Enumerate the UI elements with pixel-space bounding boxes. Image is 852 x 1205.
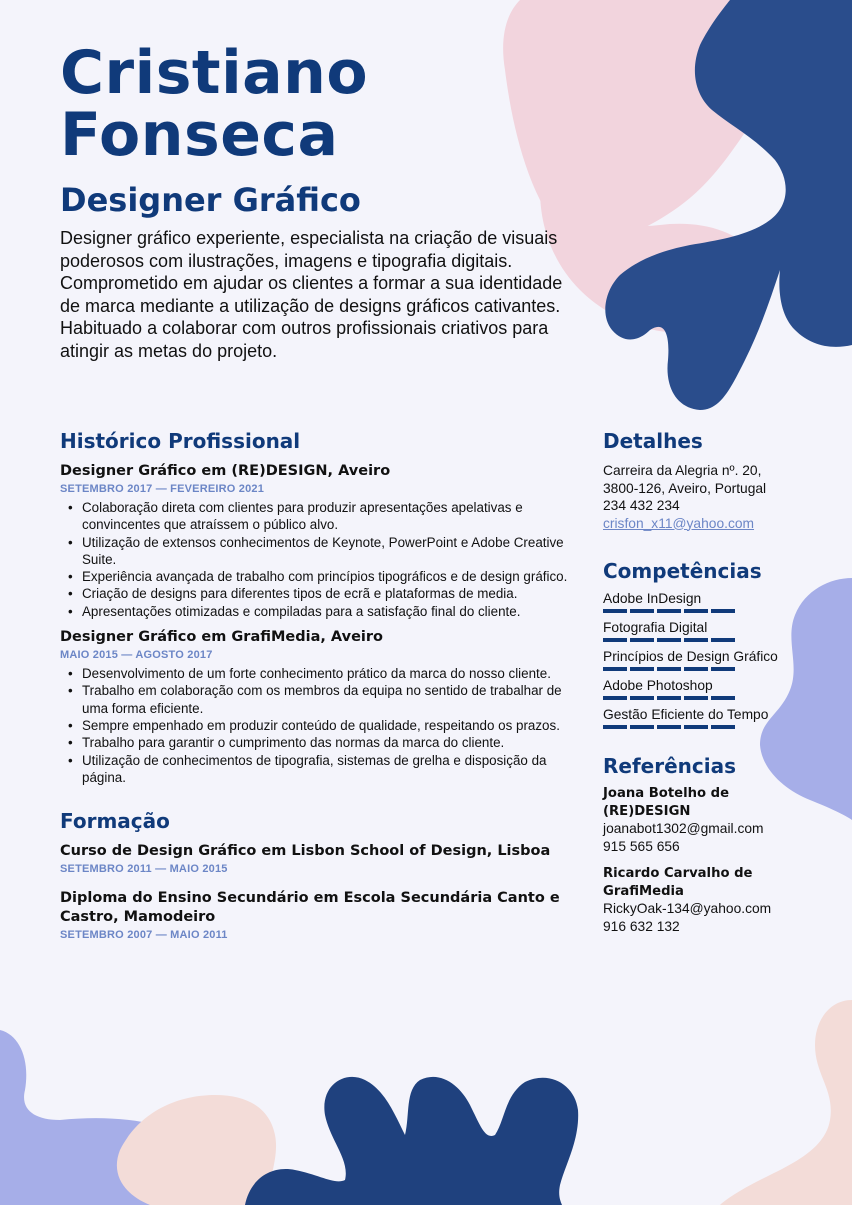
name-first: Cristiano bbox=[60, 38, 369, 108]
job-entry bbox=[60, 628, 580, 786]
bullet-item: • Utilização de conhecimentos de tipografia, sistemas de grelha e disposição da página. bbox=[82, 752, 580, 787]
skill-item bbox=[603, 619, 803, 642]
education-dates: SETEMBRO 2007 — MAIO 2011 bbox=[60, 929, 228, 942]
bullet-item: • Trabalho para garantir o cumprimento das normas da marca do cliente. bbox=[82, 734, 580, 751]
reference-email: RickyOak-134@yahoo.com bbox=[603, 901, 772, 916]
skill-name: Adobe Photoshop bbox=[603, 678, 713, 693]
bullet-item: • Experiência avançada de trabalho com princípios tipográficos e de design gráfico. bbox=[82, 568, 580, 585]
skills-list bbox=[603, 590, 803, 729]
job-title: Designer Gráfico em GrafiMedia, Aveiro bbox=[60, 629, 384, 646]
address-line-1: Carreira da Alegria nº. 20, bbox=[603, 463, 762, 478]
bullet-item: • Criação de designs para diferentes tipos de ecrã e plataformas de media. bbox=[82, 585, 580, 602]
references-list bbox=[603, 785, 803, 935]
name-last: Fonseca bbox=[60, 100, 339, 170]
bullet-item: • Apresentações otimizadas e compiladas para a satisfação final do cliente. bbox=[82, 603, 580, 620]
job-dates: SETEMBRO 2017 — FEVEREIRO 2021 bbox=[60, 483, 265, 495]
skill-name: Adobe InDesign bbox=[603, 591, 702, 606]
education-title: Curso de Design Gráfico em Lisbon School of Design, Lisboa bbox=[60, 843, 551, 860]
reference-email: joanabot1302@gmail.com bbox=[603, 821, 764, 836]
skill-level-bar bbox=[603, 609, 803, 613]
skill-name: Fotografia Digital bbox=[603, 620, 708, 635]
phone-number: 234 432 234 bbox=[603, 498, 680, 513]
bullet-item: • Colaboração direta com clientes para produzir apresentações apelativas e convincentes que atraíssem o público alvo. bbox=[82, 499, 580, 534]
candidate-name bbox=[60, 38, 369, 170]
peach-blob-bottom-right bbox=[720, 1000, 852, 1205]
skill-level-bar bbox=[603, 638, 803, 642]
history-heading: Histórico Profissional bbox=[60, 429, 301, 453]
skill-name: Princípios de Design Gráfico bbox=[603, 649, 778, 664]
education-heading: Formação bbox=[60, 809, 170, 834]
bullet-item: • Sempre empenhado em produzir conteúdo de qualidade, respeitando os prazos. bbox=[82, 717, 580, 734]
reference-phone: 915 565 656 bbox=[603, 838, 680, 854]
reference-name: Joana Botelho de (RE)DESIGN bbox=[603, 786, 730, 819]
email-link[interactable]: crisfon_x11@yahoo.com bbox=[603, 515, 755, 531]
references-heading: Referências bbox=[603, 754, 737, 778]
job-title: Designer Gráfico em (RE)DESIGN, Aveiro bbox=[60, 463, 391, 479]
bullet-item: • Desenvolvimento de um forte conhecimento prático da marca do nosso cliente. bbox=[82, 665, 580, 682]
skill-level-bar bbox=[603, 667, 803, 671]
reference-phone: 916 632 132 bbox=[603, 918, 680, 934]
right-column bbox=[603, 428, 803, 945]
education-dates: SETEMBRO 2011 — MAIO 2015 bbox=[60, 863, 228, 876]
reference-entry bbox=[603, 785, 803, 855]
skill-level-bar bbox=[603, 696, 803, 700]
skill-item bbox=[603, 677, 803, 700]
reference-name: Ricardo Carvalho de GrafiMedia bbox=[603, 866, 753, 899]
education-title: Diploma do Ensino Secundário em Escola Secundária Canto e Castro, Mamodeiro bbox=[60, 890, 560, 926]
job-dates: MAIO 2015 — AGOSTO 2017 bbox=[60, 649, 213, 662]
reference-entry bbox=[603, 865, 803, 935]
left-column bbox=[60, 428, 580, 955]
skill-item bbox=[603, 590, 803, 613]
skill-item bbox=[603, 648, 803, 671]
job-bullets bbox=[60, 499, 580, 620]
navy-blob-bottom bbox=[245, 1077, 578, 1205]
profile-summary: Designer gráfico experiente, especialista na criação de visuais poderosos com ilustrações, imagens e tipografia digitais. Comprometido em ajudar os clientes a formar a sua identidade de marca mediante a utilização de designs gráficos cativantes. Habituado a colaborar com outros profissionais criativos para atingir as metas do projeto. bbox=[60, 228, 563, 361]
skill-name: Gestão Eficiente do Tempo bbox=[603, 707, 769, 722]
details-heading: Detalhes bbox=[603, 429, 703, 453]
education-entry bbox=[60, 889, 580, 941]
job-entry bbox=[60, 462, 580, 620]
job-bullets bbox=[60, 665, 580, 786]
details-block bbox=[603, 462, 803, 532]
bullet-item: • Trabalho em colaboração com os membros da equipa no sentido de trabalhar de uma forma eficiente. bbox=[82, 682, 580, 717]
bullet-item: • Utilização de extensos conhecimentos de Keynote, PowerPoint e Adobe Creative Suite. bbox=[82, 534, 580, 569]
job-role: Designer Gráfico bbox=[60, 181, 361, 219]
skills-heading: Competências bbox=[603, 559, 762, 583]
education-entry bbox=[60, 842, 580, 875]
address-line-2: 3800-126, Aveiro, Portugal bbox=[603, 480, 767, 496]
skill-item bbox=[603, 706, 803, 729]
skill-level-bar bbox=[603, 725, 803, 729]
